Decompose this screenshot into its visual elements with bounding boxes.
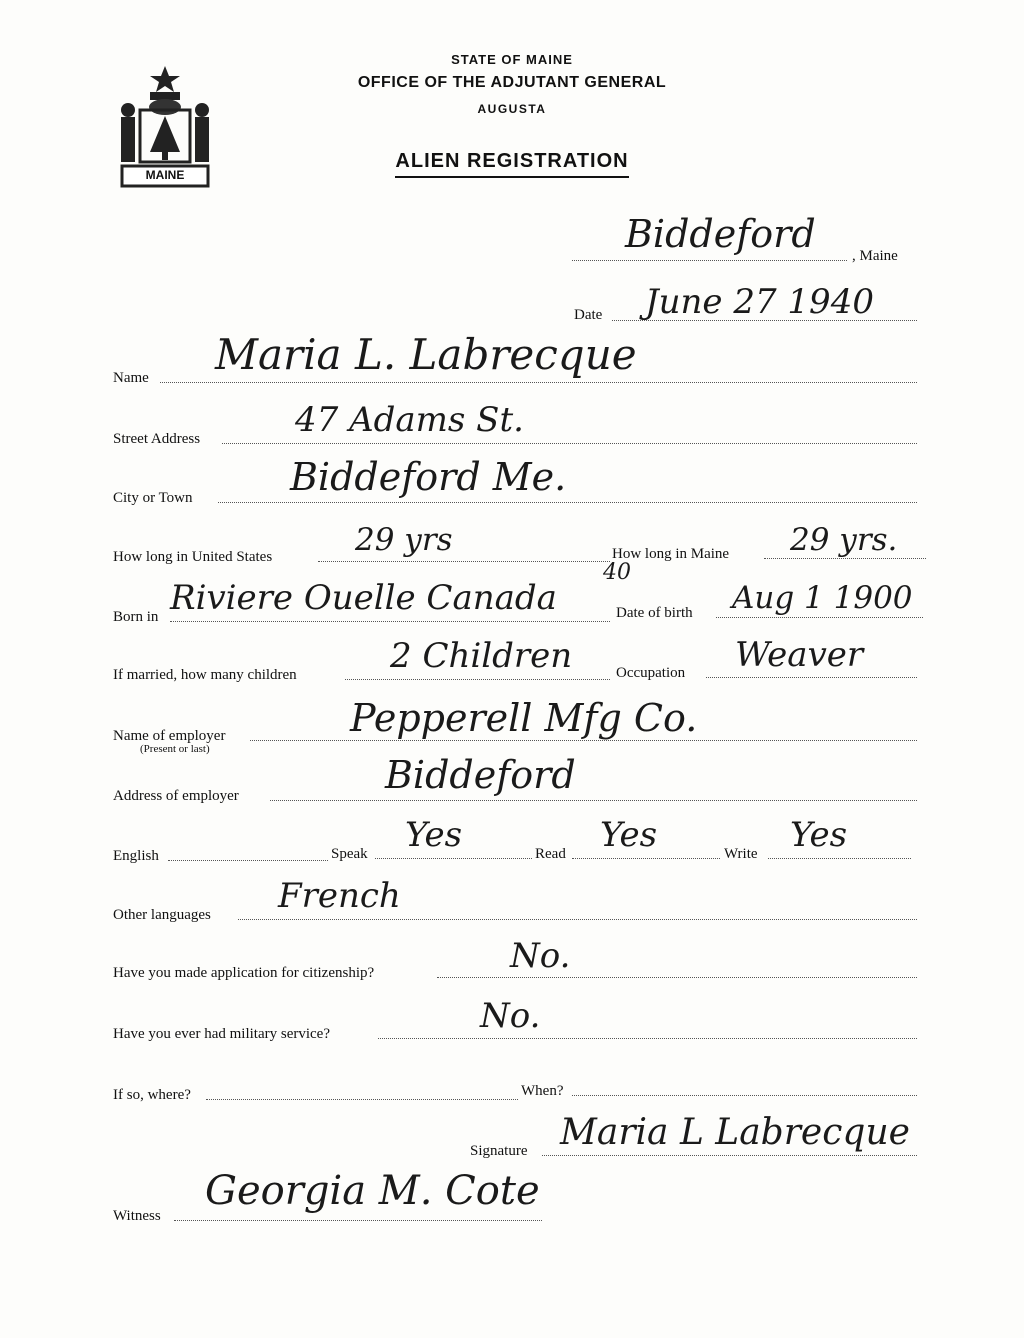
seal-banner: MAINE	[145, 168, 185, 182]
write-line	[768, 858, 911, 859]
witness-label: Witness	[113, 1208, 161, 1224]
military-line	[378, 1038, 917, 1039]
maine-label: How long in Maine	[612, 546, 730, 562]
other-languages-label: Other languages	[113, 907, 211, 923]
read-line	[572, 858, 720, 859]
witness-line	[174, 1220, 542, 1221]
english-label: English	[113, 848, 159, 864]
employer-address-line	[270, 800, 917, 801]
dob-line	[716, 617, 923, 618]
military-handwritten: No.	[480, 996, 541, 1036]
name-label: Name	[113, 370, 149, 386]
other-languages-handwritten: French	[278, 876, 401, 916]
children-handwritten: 2 Children	[390, 636, 573, 676]
signature-line	[542, 1155, 917, 1156]
city-suffix: , Maine	[852, 248, 898, 264]
town-line	[218, 502, 917, 503]
write-handwritten: Yes	[790, 815, 848, 855]
city-line	[572, 260, 847, 261]
english-line	[168, 860, 328, 861]
us-handwritten: 29 yrs	[355, 522, 453, 558]
date-handwritten: June 27 1940	[645, 282, 874, 322]
read-label: Read	[535, 846, 566, 862]
write-label: Write	[724, 846, 758, 862]
occupation-label: Occupation	[616, 665, 686, 681]
maine-handwritten: 29 yrs.	[790, 522, 898, 558]
signature-label: Signature	[470, 1143, 528, 1159]
us-line	[318, 561, 610, 562]
office-heading: OFFICE OF THE ADJUTANT GENERAL	[357, 74, 667, 91]
when-label: When?	[521, 1083, 564, 1099]
witness-handwritten: Georgia M. Cote	[205, 1168, 540, 1214]
employer-sublabel: (Present or last)	[140, 743, 210, 755]
speak-line	[375, 858, 532, 859]
read-handwritten: Yes	[600, 815, 658, 855]
speak-handwritten: Yes	[405, 815, 463, 855]
signature-handwritten: Maria L Labrecque	[560, 1112, 910, 1153]
children-label: If married, how many children	[113, 667, 297, 683]
occupation-handwritten: Weaver	[735, 635, 864, 675]
street-handwritten: 47 Adams St.	[295, 400, 524, 440]
employer-line	[250, 740, 917, 741]
born-note: 40	[603, 560, 631, 585]
employer-handwritten: Pepperell Mfg Co.	[350, 696, 698, 740]
where-line	[206, 1099, 518, 1100]
citizenship-line	[437, 977, 917, 978]
name-handwritten: Maria L. Labrecque	[215, 330, 637, 379]
name-line	[160, 382, 917, 383]
employer-label: Name of employer	[113, 728, 226, 744]
citizenship-label: Have you made application for citizenship?	[113, 965, 375, 981]
dob-handwritten: Aug 1 1900	[732, 580, 913, 616]
maine-line	[764, 558, 926, 559]
city-heading: AUGUSTA	[477, 102, 547, 116]
state-heading: STATE OF MAINE	[451, 52, 573, 67]
born-line	[170, 621, 610, 622]
where-label: If so, where?	[113, 1087, 191, 1103]
children-line	[345, 679, 610, 680]
employer-address-label: Address of employer	[113, 788, 239, 804]
speak-label: Speak	[331, 846, 368, 862]
us-label: How long in United States	[113, 549, 273, 565]
date-label: Date	[574, 307, 603, 323]
page-title: ALIEN REGISTRATION	[0, 150, 1024, 173]
born-handwritten: Riviere Ouelle Canada	[170, 578, 557, 618]
employer-address-handwritten: Biddeford	[385, 753, 576, 797]
other-languages-line	[238, 919, 917, 920]
street-label: Street Address	[113, 431, 201, 447]
town-handwritten: Biddeford Me.	[290, 455, 567, 499]
citizenship-handwritten: No.	[510, 936, 571, 976]
military-label: Have you ever had military service?	[113, 1026, 330, 1042]
town-label: City or Town	[113, 490, 193, 506]
born-label: Born in	[113, 609, 159, 625]
city-handwritten: Biddeford	[625, 212, 816, 256]
occupation-line	[706, 677, 917, 678]
when-line	[572, 1095, 917, 1096]
maine-seal-icon	[110, 62, 220, 192]
street-line	[222, 443, 917, 444]
dob-label: Date of birth	[616, 605, 693, 621]
